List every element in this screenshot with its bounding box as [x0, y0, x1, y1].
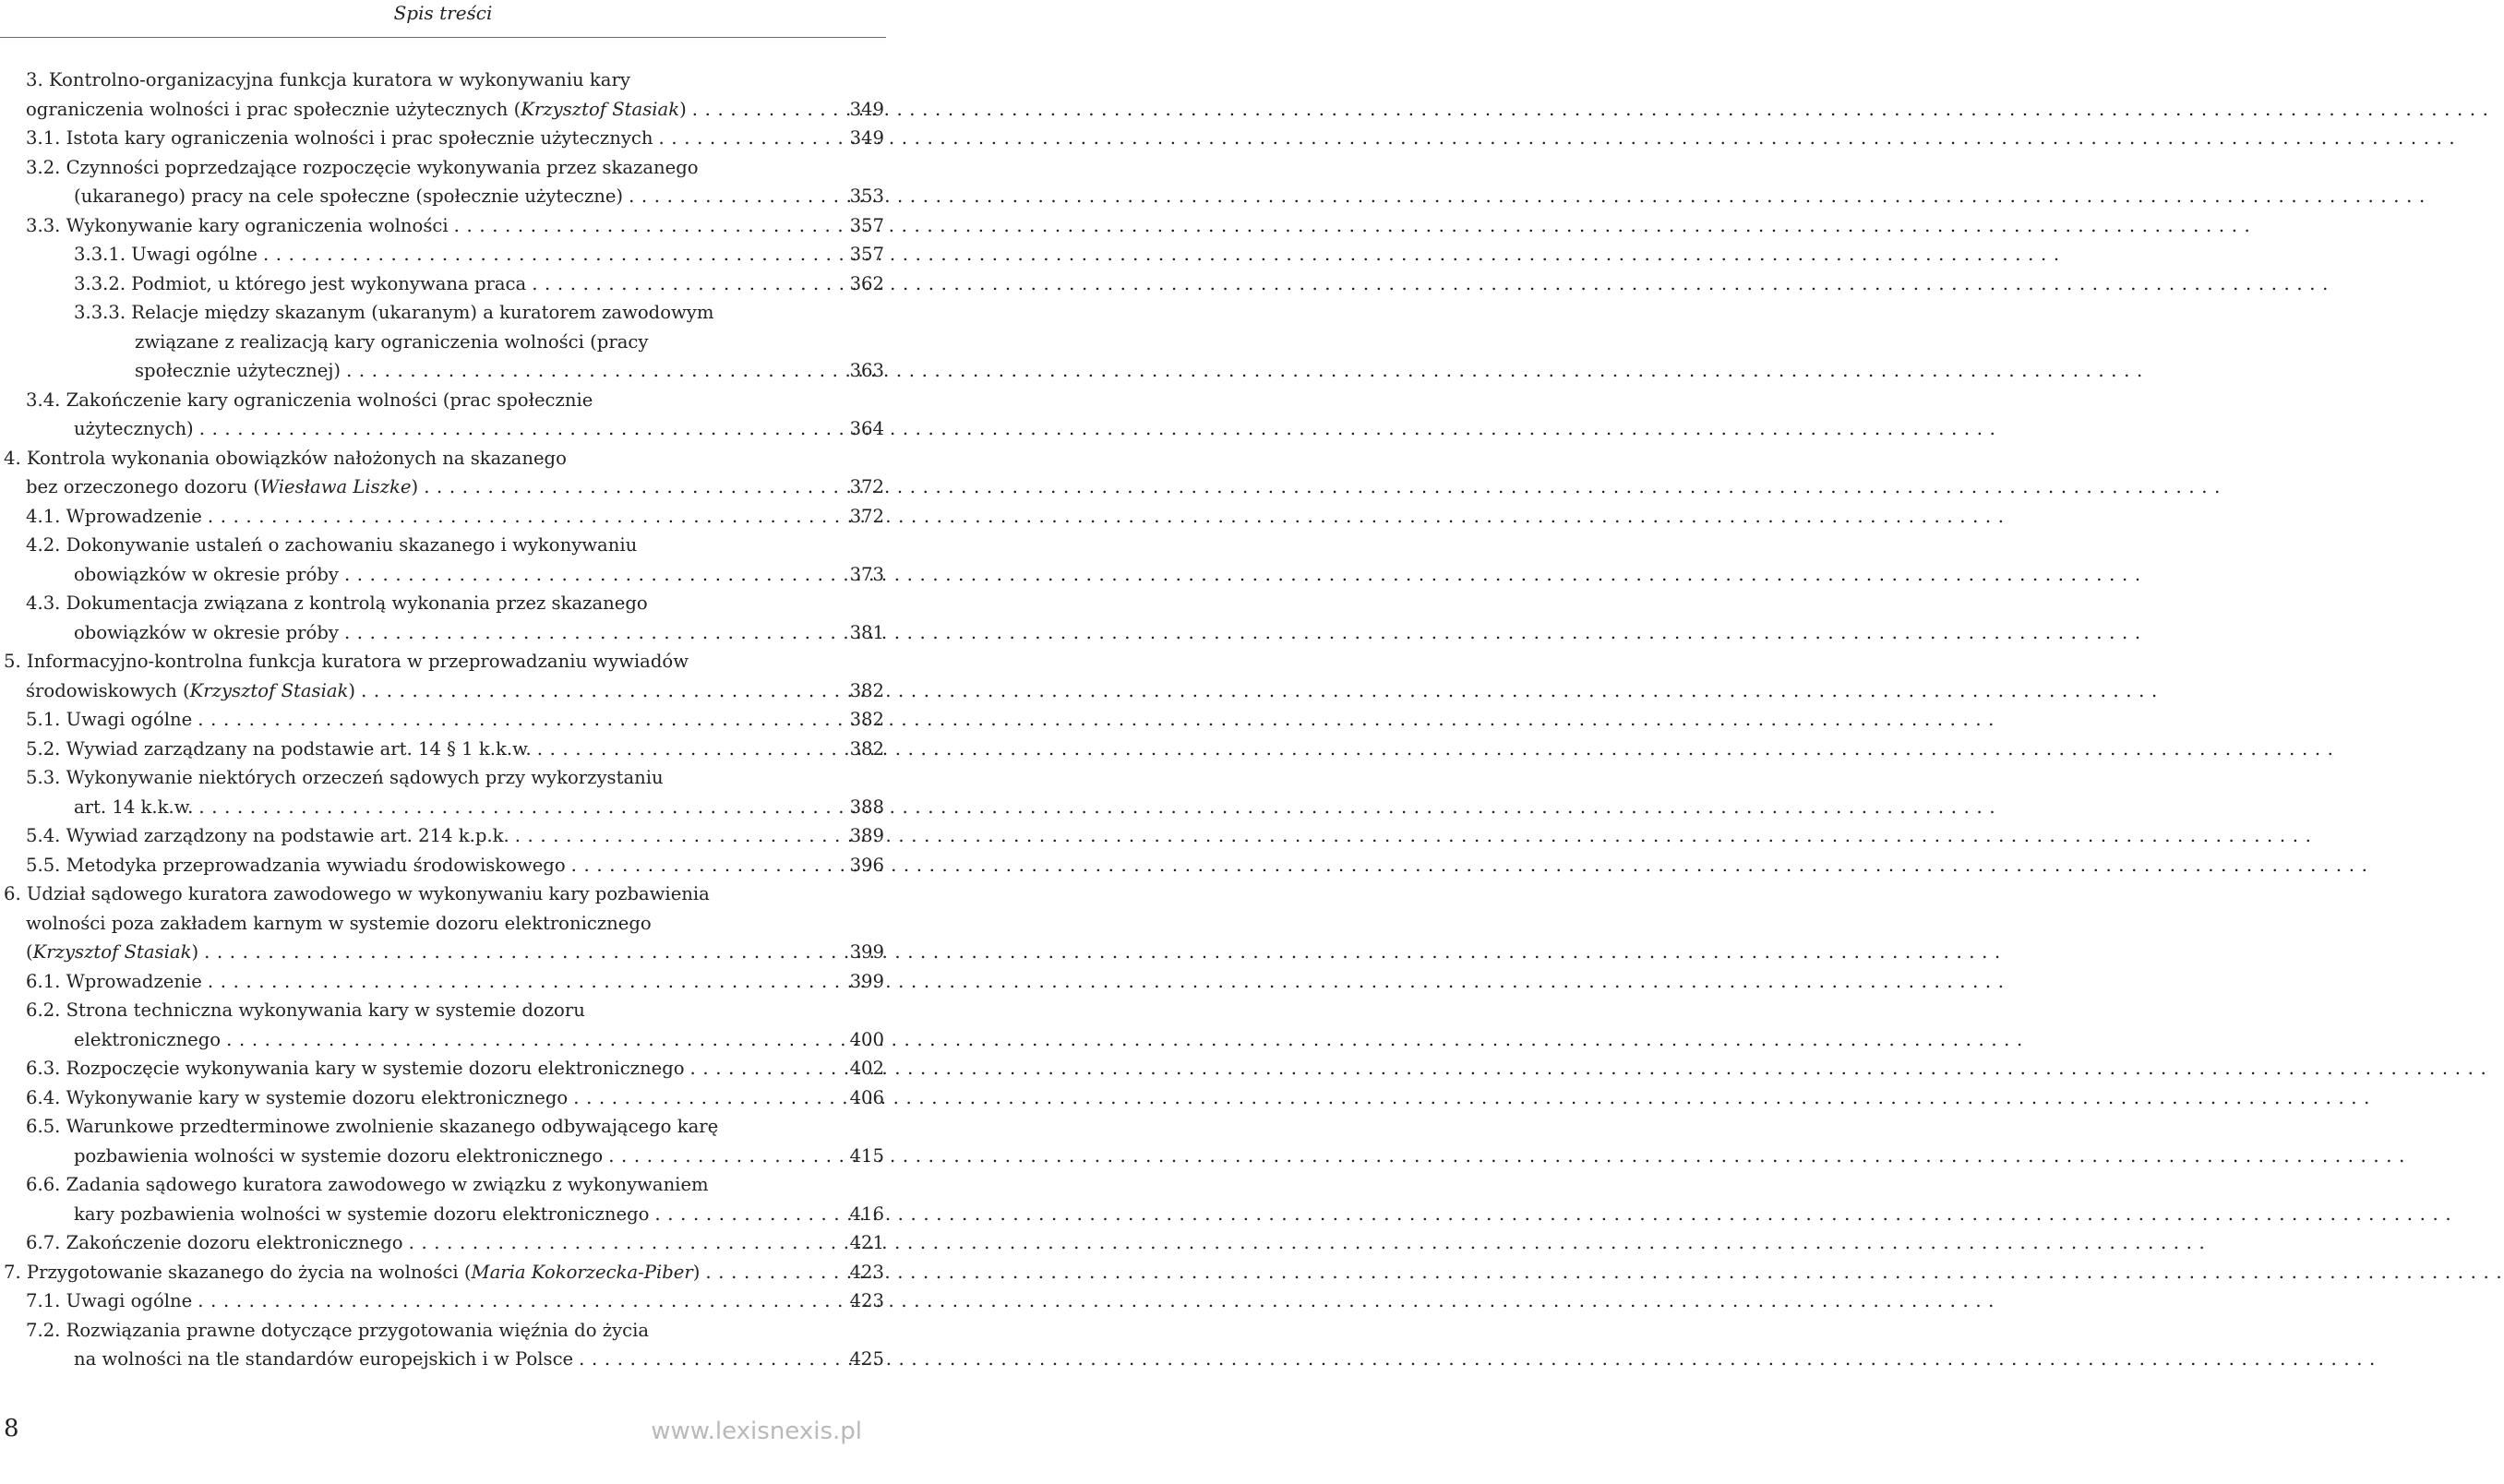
- toc-title-line: 6.6. Zadania sądowego kuratora zawodowego w związku z wykonywaniem: [26, 1174, 709, 1195]
- toc-page-number: 364: [849, 418, 884, 439]
- toc-entry[interactable]: [0, 269, 886, 299]
- toc-title-text: [74, 618, 339, 648]
- toc-title-segment: 3.3.1. Uwagi ogólne: [74, 244, 258, 265]
- toc-page-number: 400: [849, 1028, 884, 1050]
- toc-title-last-line: [0, 1054, 831, 1083]
- toc-title-text: [26, 95, 687, 125]
- toc-entry[interactable]: [0, 647, 886, 705]
- toc-title-segment: elektronicznego: [74, 1028, 222, 1050]
- toc-title-last-line: [0, 676, 831, 706]
- table-of-contents: [0, 66, 886, 1374]
- toc-title-text: [74, 560, 339, 590]
- toc-title-segment: obowiązków w okresie próby: [74, 621, 339, 643]
- toc-entry[interactable]: [0, 1316, 886, 1374]
- dot-leader: [623, 182, 2426, 211]
- toc-title-segment: użytecznych): [74, 418, 194, 439]
- toc-title-segment: środowiskowych (: [26, 679, 190, 701]
- toc-title-segment: 6.3. Rozpoczęcie wykonywania kary w systemie dozoru elektronicznego: [26, 1058, 685, 1079]
- dot-leader: [532, 735, 2335, 764]
- toc-title-text: [26, 1054, 685, 1083]
- dot-leader: [192, 705, 1995, 735]
- toc-entry-title: [0, 240, 831, 269]
- toc-author: Maria Kokorzecka-Piber: [471, 1261, 693, 1283]
- toc-title-segment-end: ): [692, 1261, 701, 1283]
- toc-page-number: 423: [849, 1261, 884, 1283]
- toc-title-last-line: [0, 1228, 831, 1258]
- toc-page-number: 381: [849, 621, 884, 643]
- toc-entry[interactable]: [0, 502, 886, 532]
- toc-page-number: 353: [849, 186, 884, 207]
- toc-title-line: 6.5. Warunkowe przedterminowe zwolnienie skazanego odbywającego karę: [26, 1116, 719, 1137]
- toc-page-number: 402: [849, 1058, 884, 1079]
- toc-entry[interactable]: [0, 153, 886, 211]
- dot-leader: [403, 1228, 2207, 1258]
- toc-title-text: [26, 1287, 192, 1316]
- toc-entry-title: [0, 996, 831, 1054]
- toc-title-segment: art. 14 k.k.w.: [74, 796, 194, 818]
- toc-title-last-line: [0, 95, 831, 125]
- toc-title-line: 3. Kontrolno-organizacyjna funkcja kuratora w wykonywaniu kary: [26, 69, 630, 90]
- toc-entry-title: [0, 153, 831, 211]
- toc-title-segment: 5.2. Wywiad zarządzany na podstawie art. 14 § 1 k.k.w.: [26, 737, 532, 760]
- toc-entry-title: [0, 66, 831, 124]
- toc-entry-title: [0, 851, 831, 880]
- toc-title-last-line: [0, 967, 831, 997]
- toc-entry[interactable]: [0, 240, 886, 269]
- toc-title-line: 5. Informacyjno-kontrolna funkcja kuratora w przeprowadzaniu wywiadów: [4, 651, 689, 672]
- toc-title-text: [26, 1228, 403, 1258]
- dot-leader: [509, 821, 2313, 851]
- toc-author: Krzysztof Stasiak: [32, 941, 192, 963]
- toc-page-number: 388: [849, 796, 884, 818]
- toc-title-line: 4.3. Dokumentacja związana z kontrolą wykonania przez skazanego: [26, 592, 648, 614]
- running-head-title: Spis treści: [393, 2, 493, 24]
- toc-entry[interactable]: [0, 1170, 886, 1228]
- page-number: 8: [4, 1415, 19, 1442]
- toc-title-last-line: [0, 618, 831, 648]
- toc-page-number: 396: [849, 854, 884, 876]
- dot-leader: [653, 124, 2457, 153]
- dot-leader: [341, 356, 2144, 386]
- toc-title-line: 5.3. Wykonywanie niektórych orzeczeń sądowych przy wykorzystaniu: [26, 767, 664, 788]
- toc-page-number: 373: [849, 563, 884, 585]
- toc-entry-title: [0, 967, 831, 997]
- dot-leader: [192, 1287, 1995, 1316]
- toc-title-last-line: [0, 735, 831, 764]
- toc-title-text: [74, 1025, 221, 1055]
- dot-leader: [355, 676, 2159, 706]
- toc-page-number: 349: [849, 127, 884, 149]
- toc-page-number: 399: [849, 941, 884, 963]
- toc-entry[interactable]: [0, 851, 886, 880]
- toc-title-text: [26, 502, 202, 532]
- toc-title-last-line: [0, 793, 831, 822]
- toc-title-last-line: [0, 705, 831, 735]
- toc-page-number: 382: [849, 709, 884, 730]
- toc-title-segment: 5.5. Metodyka przeprowadzania wywiadu środowiskowego: [26, 854, 566, 876]
- toc-title-text: [4, 1258, 700, 1287]
- toc-title-line: 6.2. Strona techniczna wykonywania kary w systemie dozoru: [26, 999, 585, 1021]
- toc-entry[interactable]: [0, 1258, 886, 1287]
- toc-title-line: 3.3.3. Relacje między skazanym (ukaranym) a kuratorem zawodowym: [74, 302, 714, 323]
- toc-title-line: 6. Udział sądowego kuratora zawodowego w wykonywaniu kary pozbawienia: [4, 883, 710, 904]
- toc-title-text: [26, 851, 566, 880]
- toc-page-number: 423: [849, 1290, 884, 1311]
- dot-leader: [526, 269, 2330, 299]
- toc-entry[interactable]: [0, 763, 886, 821]
- toc-page-number: 362: [849, 272, 884, 294]
- toc-title-last-line: [0, 182, 831, 211]
- toc-entry-title: [0, 211, 831, 241]
- toc-title-segment: 5.4. Wywiad zarządzony na podstawie art. 214 k.p.k.: [26, 825, 509, 846]
- toc-entry-title: [0, 1316, 831, 1374]
- toc-title-segment: 7.1. Uwagi ogólne: [26, 1290, 193, 1311]
- toc-title-text: [26, 211, 449, 241]
- toc-title-last-line: [0, 1258, 831, 1287]
- toc-entry[interactable]: [0, 589, 886, 647]
- toc-title-last-line: [0, 851, 831, 880]
- toc-page-number: 349: [849, 98, 884, 120]
- dot-leader: [418, 473, 2222, 502]
- toc-entry[interactable]: [0, 66, 886, 124]
- toc-title-line: 4.2. Dokonywanie ustaleń o zachowaniu skazanego i wykonywaniu: [26, 534, 638, 556]
- toc-page-number: 372: [849, 476, 884, 497]
- toc-title-segment-end: ): [191, 941, 199, 963]
- toc-title-text: [74, 1142, 603, 1171]
- toc-title-segment: obowiązków w okresie próby: [74, 563, 339, 585]
- toc-title-segment: pozbawienia wolności w systemie dozoru elektronicznego: [74, 1144, 604, 1167]
- toc-title-text: [26, 938, 198, 967]
- toc-title-text: [74, 240, 258, 269]
- toc-page-number: 357: [849, 244, 884, 265]
- toc-page-number: 399: [849, 970, 884, 992]
- toc-entry[interactable]: [0, 821, 886, 851]
- toc-title-last-line: [0, 502, 831, 532]
- toc-author: Krzysztof Stasiak: [189, 679, 349, 701]
- toc-title-text: [26, 735, 532, 764]
- toc-author: Wiesława Liszke: [259, 476, 412, 497]
- toc-title-last-line: [0, 1025, 831, 1055]
- toc-entry[interactable]: [0, 531, 886, 589]
- toc-title-last-line: [0, 124, 831, 153]
- toc-entry[interactable]: [0, 735, 886, 764]
- dot-leader: [221, 1025, 2024, 1055]
- toc-entry[interactable]: [0, 1054, 886, 1083]
- dot-leader: [339, 560, 2142, 590]
- toc-title-segment: 4.1. Wprowadzenie: [26, 505, 202, 527]
- toc-title-last-line: [0, 473, 831, 502]
- toc-title-segment: bez orzeczonego dozoru (: [26, 476, 260, 497]
- toc-title-segment: 7. Przygotowanie skazanego do życia na wolności (: [4, 1261, 472, 1283]
- dot-leader: [700, 1258, 2503, 1287]
- toc-title-segment-end: ): [679, 98, 687, 120]
- toc-title-line: związane z realizacją kary ograniczenia wolności (pracy: [135, 330, 649, 353]
- dot-leader: [258, 240, 2061, 269]
- toc-title-last-line: [0, 1345, 831, 1374]
- toc-title-segment-end: ): [411, 476, 419, 497]
- toc-page-number: 363: [849, 360, 884, 381]
- toc-title-segment: 3.3.2. Podmiot, u którego jest wykonywana praca: [74, 272, 527, 294]
- toc-title-segment: 3.1. Istota kary ograniczenia wolności i prac społecznie użytecznych: [26, 127, 653, 149]
- toc-title-text: [74, 269, 526, 299]
- toc-title-text: [26, 1083, 568, 1113]
- toc-entry[interactable]: [0, 386, 886, 444]
- toc-entry[interactable]: [0, 124, 886, 153]
- toc-title-last-line: [0, 1200, 831, 1229]
- dot-leader: [202, 502, 2006, 532]
- dot-leader: [687, 95, 2490, 125]
- dot-leader: [194, 414, 1997, 444]
- toc-page-number: 425: [849, 1348, 884, 1370]
- toc-title-segment: 6.7. Zakończenie dozoru elektronicznego: [26, 1232, 403, 1253]
- toc-page-number: 389: [849, 825, 884, 846]
- toc-title-line: 3.4. Zakończenie kary ograniczenia wolności (prac społecznie: [26, 389, 593, 411]
- toc-title-text: [26, 676, 355, 706]
- toc-page-number: 416: [849, 1203, 884, 1225]
- toc-entry-title: [0, 502, 831, 532]
- toc-title-text: [26, 967, 202, 997]
- toc-entry-title: [0, 705, 831, 735]
- dot-leader: [198, 938, 2002, 967]
- toc-entry[interactable]: [0, 1112, 886, 1170]
- toc-title-text: [74, 793, 193, 822]
- toc-title-segment: (ukaranego) pracy na cele społeczne (społecznie użyteczne): [74, 186, 624, 207]
- dot-leader: [649, 1200, 2452, 1229]
- toc-page-number: 372: [849, 505, 884, 527]
- toc-entry-title: [0, 444, 831, 502]
- toc-title-last-line: [0, 560, 831, 590]
- toc-title-segment: 6.1. Wprowadzenie: [26, 970, 202, 992]
- toc-entry-title: [0, 1170, 831, 1228]
- toc-title-text: [74, 1345, 573, 1374]
- dot-leader: [685, 1054, 2488, 1083]
- toc-entry[interactable]: [0, 996, 886, 1054]
- toc-entry-title: [0, 1112, 831, 1170]
- toc-title-last-line: [0, 211, 831, 241]
- toc-author: Krzysztof Stasiak: [521, 98, 680, 120]
- toc-entry[interactable]: [0, 298, 886, 386]
- dot-leader: [193, 793, 1996, 822]
- toc-entry-title: [0, 124, 831, 153]
- toc-entry[interactable]: [0, 1228, 886, 1258]
- toc-page-number: 382: [849, 679, 884, 701]
- toc-entry-title: [0, 763, 831, 821]
- toc-entry-title: [0, 1228, 831, 1258]
- toc-entry-title: [0, 269, 831, 299]
- dot-leader: [339, 618, 2142, 648]
- toc-title-last-line: [0, 1142, 831, 1171]
- dot-leader: [449, 211, 2252, 241]
- toc-title-text: [135, 356, 341, 386]
- toc-entry-title: [0, 386, 831, 444]
- toc-page-number: 382: [849, 737, 884, 760]
- toc-title-text: [74, 414, 194, 444]
- toc-title-text: [26, 473, 418, 502]
- toc-title-text: [74, 1200, 649, 1229]
- toc-title-line: 7.2. Rozwiązania prawne dotyczące przygotowania więźnia do życia: [26, 1319, 650, 1341]
- toc-title-last-line: [0, 356, 831, 386]
- toc-entry-title: [0, 298, 831, 386]
- toc-title-segment: kary pozbawienia wolności w systemie dozoru elektronicznego: [74, 1203, 650, 1225]
- toc-entry-title: [0, 1287, 831, 1316]
- toc-entry[interactable]: [0, 211, 886, 241]
- toc-entry-title: [0, 531, 831, 589]
- toc-title-segment: na wolności na tle standardów europejskich i w Polsce: [74, 1348, 574, 1370]
- toc-title-text: [26, 705, 192, 735]
- dot-leader: [202, 967, 2006, 997]
- toc-entry-title: [0, 821, 831, 851]
- toc-title-last-line: [0, 240, 831, 269]
- toc-entry-title: [0, 1054, 831, 1083]
- toc-title-last-line: [0, 821, 831, 851]
- toc-title-text: [26, 821, 509, 851]
- toc-title-segment: społecznie użytecznej): [135, 360, 341, 381]
- toc-entry-title: [0, 735, 831, 764]
- toc-title-text: [74, 182, 623, 211]
- toc-title-segment: (: [26, 941, 33, 963]
- toc-title-last-line: [0, 269, 831, 299]
- toc-entry-title: [0, 1083, 831, 1113]
- toc-entry[interactable]: [0, 1287, 886, 1316]
- toc-page-number: 406: [849, 1086, 884, 1108]
- toc-title-text: [26, 124, 653, 153]
- page-header: [0, 0, 886, 38]
- toc-page-number: 421: [849, 1232, 884, 1253]
- toc-title-segment: 5.1. Uwagi ogólne: [26, 709, 193, 730]
- toc-title-segment-end: ): [348, 679, 356, 701]
- toc-entry-title: [0, 647, 831, 705]
- toc-title-line: wolności poza zakładem karnym w systemie dozoru elektronicznego: [26, 912, 652, 934]
- toc-entry[interactable]: [0, 880, 886, 967]
- toc-title-last-line: [0, 1083, 831, 1113]
- toc-title-segment: ograniczenia wolności i prac społecznie użytecznych (: [26, 98, 521, 120]
- toc-title-last-line: [0, 938, 831, 967]
- toc-title-line: 3.2. Czynności poprzedzające rozpoczęcie wykonywania przez skazanego: [26, 156, 699, 178]
- toc-entry-title: [0, 589, 831, 647]
- toc-entry[interactable]: [0, 705, 886, 735]
- toc-entry[interactable]: [0, 1083, 886, 1113]
- toc-title-segment: 6.4. Wykonywanie kary w systemie dozoru elektronicznego: [26, 1086, 569, 1108]
- toc-entry-title: [0, 880, 831, 967]
- toc-entry-title: [0, 1258, 831, 1287]
- toc-page-number: 357: [849, 214, 884, 236]
- toc-title-line: 4. Kontrola wykonania obowiązków nałożonych na skazanego: [4, 447, 567, 469]
- toc-title-last-line: [0, 414, 831, 444]
- toc-page-number: 415: [849, 1144, 884, 1167]
- toc-title-last-line: [0, 1287, 831, 1316]
- toc-entry[interactable]: [0, 444, 886, 502]
- publisher-url: www.lexisnexis.pl: [651, 1418, 862, 1445]
- toc-title-segment: 3.3. Wykonywanie kary ograniczenia wolności: [26, 214, 449, 236]
- toc-entry[interactable]: [0, 967, 886, 997]
